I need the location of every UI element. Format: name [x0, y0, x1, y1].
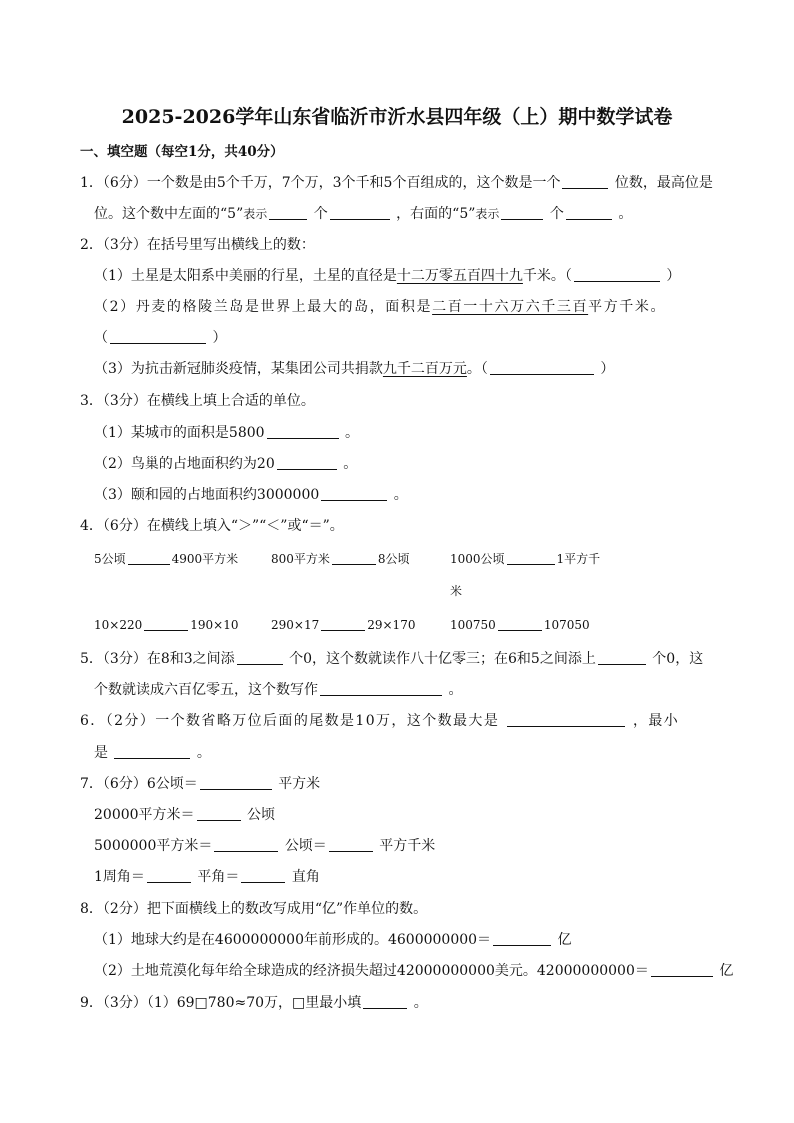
q9-text-a: 9．（3分）（1）69□780≈70万，□里最小填 — [80, 995, 362, 1011]
q7-d-right: 直角 — [291, 869, 320, 885]
q7-blank-4[interactable] — [329, 837, 373, 852]
q1-text-c: 位。这个数中左面的“5” — [94, 206, 244, 222]
q4-blank-6[interactable] — [498, 616, 542, 631]
q2-s2-underlined: 二百一十六万六千三百 — [432, 299, 589, 315]
question-4-row-2-b — [271, 615, 415, 635]
question-4-row-1-c — [450, 549, 600, 569]
q5-text-b: 个0，这个数就读作八十亿零三；在6和5之间添上 — [289, 651, 596, 667]
q5-text-d: 个数就读成六百亿零五，这个数写作 — [94, 682, 318, 698]
question-4-row-2-a — [94, 615, 238, 635]
q7-blank-5[interactable] — [147, 868, 191, 883]
question-1-line-1 — [80, 173, 713, 193]
q7-a-right: 平方米 — [278, 776, 321, 792]
q7-c-left: 5000000平方米＝ — [94, 838, 213, 854]
q2-s1-text-a: （1）土星是太阳系中美丽的行星，土星的直径是 — [94, 268, 397, 284]
q3-s1-end: 。 — [345, 425, 359, 441]
q4-r2a-left: 10×220 — [94, 618, 143, 632]
q5-blank-2[interactable] — [598, 650, 646, 665]
q4-r2b-left: 290×17 — [271, 618, 320, 632]
q2-s1-underlined: 十二万零五百四十九 — [396, 268, 523, 284]
q3-s3-text: （3）颐和园的占地面积约3000000 — [94, 487, 320, 503]
q2-s2-text-a: （2）丹麦的格陵兰岛是世界上最大的岛，面积是 — [94, 299, 433, 315]
q5-blank-3[interactable] — [320, 681, 442, 696]
question-4-row-1-a — [94, 549, 238, 569]
question-8-part-2 — [94, 961, 733, 981]
q2-s3-text-b: 。（ — [466, 361, 488, 377]
question-3-part-3 — [94, 485, 408, 505]
q7-a-left: 7．（6分）6公顷＝ — [80, 776, 198, 792]
q4-r1a-left: 5公顷 — [94, 552, 126, 566]
question-9-line-1 — [80, 993, 428, 1013]
q1-text-f: ，右面的“5” — [396, 206, 476, 222]
q6-text-a: 6．（2分）一个数省略万位后面的尾数是10万，这个数最大是 — [80, 713, 500, 729]
question-5-line-2 — [94, 680, 462, 700]
q7-d-left: 1周角＝ — [94, 869, 145, 885]
q8-s2-text: （2）土地荒漠化每年给全球造成的经济损失超过42000000000美元。42000000000＝ — [94, 963, 649, 979]
q8-s2-unit: 亿 — [719, 963, 734, 979]
q4-r1b-right: 8公顷 — [377, 552, 410, 566]
q2-s2-text-c: （ — [94, 330, 108, 346]
q4-blank-4[interactable] — [144, 616, 188, 631]
q2-blank-3[interactable] — [490, 360, 594, 375]
question-7-line-2 — [94, 805, 275, 825]
q4-r1c-right: 1平方千 — [556, 552, 601, 566]
question-3-part-1 — [94, 423, 359, 443]
section-heading-fill-blank: 一、填空题（每空1分，共40分） — [80, 144, 284, 160]
q7-blank-1[interactable] — [200, 775, 272, 790]
q3-s3-end: 。 — [393, 487, 408, 503]
question-6-line-2 — [94, 743, 211, 763]
question-2-part-2-answer — [94, 328, 226, 348]
question-4-heading: 4．（6分）在横线上填入“＞”“＜”或“＝”。 — [80, 518, 344, 534]
q1-text-a: 1．（6分）一个数是由5个千万，7个万，3个千和5个百组成的，这个数是一个 — [80, 175, 561, 191]
q4-blank-5[interactable] — [321, 616, 365, 631]
question-3-heading: 3．（3分）在横线上填上合适的单位。 — [80, 393, 315, 409]
q6-text-b: ，最小 — [632, 713, 680, 729]
q4-r2c-left: 100750 — [450, 618, 496, 632]
q1-blank-5[interactable] — [566, 205, 612, 220]
q2-s3-underlined: 九千二百万元 — [382, 361, 467, 377]
q7-c-mid: 公顷＝ — [284, 838, 327, 854]
q8-blank-1[interactable] — [493, 931, 551, 946]
q6-text-d: 。 — [196, 745, 211, 761]
question-8-heading: 8．（2分）把下面横线上的数改写成用“亿”作单位的数。 — [80, 901, 428, 917]
q7-blank-2[interactable] — [197, 806, 241, 821]
q4-r2c-right: 107050 — [543, 618, 590, 632]
q3-s2-end: 。 — [343, 456, 358, 472]
q7-d-mid: 平角＝ — [197, 869, 240, 885]
q4-r1b-left: 800平方米 — [271, 552, 330, 566]
question-2-part-1 — [94, 266, 680, 286]
q9-text-b: 。 — [413, 995, 428, 1011]
question-2-heading: 2．（3分）在括号里写出横线上的数： — [80, 237, 315, 253]
question-8-part-1 — [94, 930, 572, 950]
q4-blank-2[interactable] — [332, 550, 376, 565]
q1-blank-3[interactable] — [330, 205, 390, 220]
q1-blank-2[interactable] — [269, 205, 307, 220]
q5-blank-1[interactable] — [237, 650, 283, 665]
q1-text-g: 表示 — [475, 207, 500, 221]
q6-text-c: 是 — [94, 745, 108, 761]
q2-s1-text-b: 千米。（ — [522, 268, 572, 284]
question-6-line-1 — [80, 711, 679, 731]
q2-s2-text-d: ） — [212, 330, 227, 346]
q2-blank-1[interactable] — [574, 267, 660, 282]
q4-blank-3[interactable] — [507, 550, 555, 565]
q2-s2-text-b: 平方千米。 — [588, 299, 667, 315]
q1-text-i: 。 — [618, 206, 633, 222]
question-5-line-1 — [80, 649, 703, 669]
question-7-line-3 — [94, 836, 435, 856]
q9-blank-1[interactable] — [363, 994, 407, 1009]
q7-blank-6[interactable] — [241, 868, 285, 883]
q1-text-d: 表示 — [243, 207, 268, 221]
q7-c-right: 平方千米 — [379, 838, 436, 854]
question-7-line-1 — [80, 774, 320, 794]
q3-s1-text: （1）某城市的面积是5800 — [94, 425, 265, 441]
q4-blank-1[interactable] — [128, 550, 170, 565]
q3-blank-2[interactable] — [277, 455, 337, 470]
question-3-part-2 — [94, 454, 357, 474]
q4-r1c-left: 1000公顷 — [450, 552, 505, 566]
q7-b-right: 公顷 — [247, 807, 275, 823]
q2-s3-text-a: （3）为抗击新冠肺炎疫情，某集团公司共捐款 — [94, 361, 383, 377]
question-2-part-3 — [94, 359, 614, 379]
q1-blank-1[interactable] — [562, 174, 608, 189]
q5-text-c: 个0，这 — [652, 651, 704, 667]
question-4-row-2-c — [450, 615, 590, 635]
question-4-row-1-b — [271, 549, 410, 569]
q5-text-a: 5．（3分）在8和3之间添 — [80, 651, 235, 667]
q3-s2-text: （2）鸟巢的占地面积约为20 — [94, 456, 275, 472]
q3-blank-1[interactable] — [267, 424, 339, 439]
question-7-line-4 — [94, 867, 320, 887]
page-title: 2025-2026学年山东省临沂市沂水县四年级（上）期中数学试卷 — [121, 106, 673, 128]
q5-text-e: 。 — [448, 682, 463, 698]
q1-text-e: 个 — [313, 206, 328, 222]
q8-s1-unit: 亿 — [557, 932, 572, 948]
q8-s1-text: （1）地球大约是在4600000000年前形成的。4600000000＝ — [94, 932, 492, 948]
q7-b-left: 20000平方米＝ — [94, 807, 195, 823]
q1-blank-4[interactable] — [501, 205, 543, 220]
q8-blank-2[interactable] — [651, 962, 713, 977]
q4-r2a-right: 190×10 — [190, 618, 239, 632]
question-2-part-2 — [94, 297, 666, 317]
q4-r1a-right: 4900平方米 — [171, 552, 239, 566]
q3-blank-3[interactable] — [321, 486, 387, 501]
q1-text-h: 个 — [549, 206, 564, 222]
q6-blank-1[interactable] — [507, 712, 625, 727]
q7-blank-3[interactable] — [214, 837, 278, 852]
question-4-row-1-c-wrap: 米 — [450, 584, 463, 598]
q6-blank-2[interactable] — [114, 744, 190, 759]
q1-text-b: 位数，最高位是 — [614, 175, 713, 191]
q2-blank-2[interactable] — [110, 329, 206, 344]
question-1-line-2 — [94, 204, 632, 224]
q2-s1-text-c: ） — [666, 268, 681, 284]
q4-r2b-right: 29×170 — [367, 618, 416, 632]
q2-s3-text-c: ） — [600, 361, 615, 377]
